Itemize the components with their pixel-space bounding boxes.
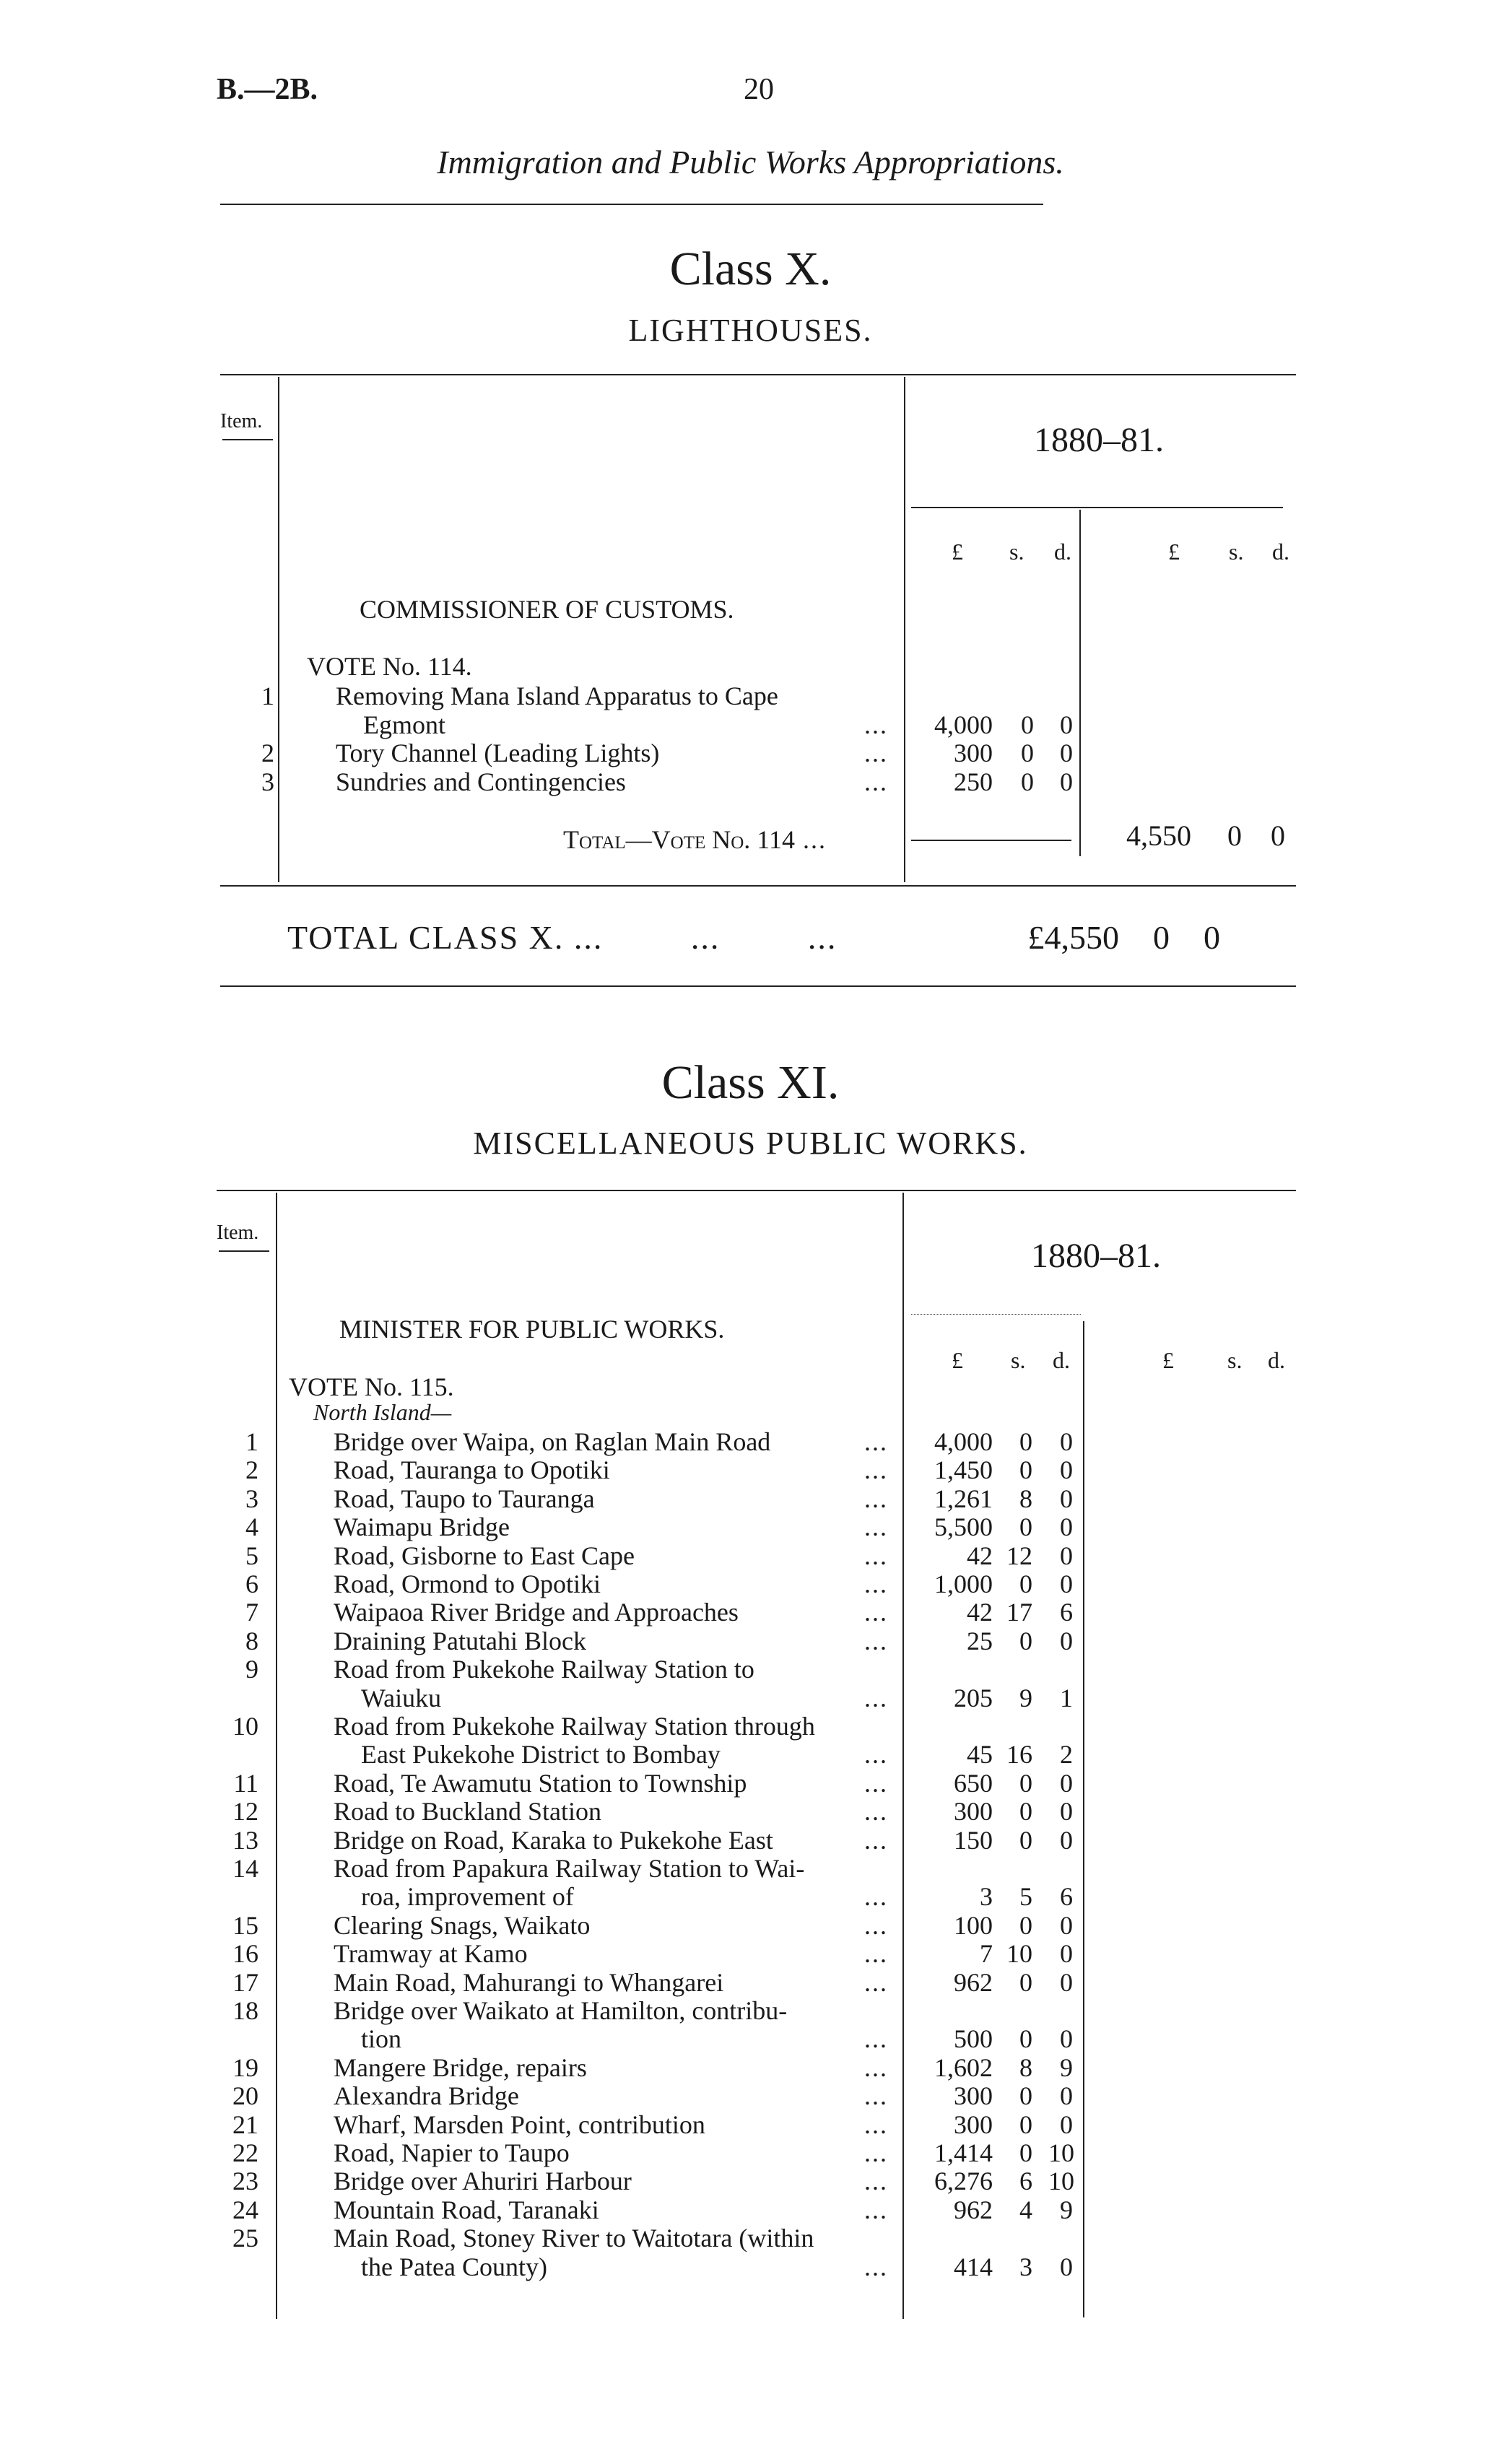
item-description-text: Road from Pukekohe Railway Station through: [334, 1712, 815, 1741]
item-number: 3: [261, 767, 274, 796]
amount-shillings: 0: [1019, 1570, 1032, 1598]
item-description: [334, 2138, 570, 2168]
item-description: [334, 1796, 601, 1827]
item-description-text: Wharf, Marsden Point, contribution: [334, 2110, 705, 2139]
column-rule: [278, 377, 279, 882]
item-description: [334, 2110, 705, 2140]
amount-pounds: 300: [954, 2081, 993, 2111]
amount-shillings: 6: [1019, 2167, 1032, 2196]
amount-pence: 0: [1060, 767, 1073, 796]
item-description: [334, 1910, 590, 1941]
amount-shillings: 12: [1006, 1541, 1032, 1570]
dot-leader: ...: [864, 1825, 888, 1855]
item-column-header: Item.: [217, 1222, 259, 1244]
amount-pence: 0: [1060, 1939, 1073, 1969]
dot-leader: ...: [864, 2024, 888, 2054]
department-heading: MINISTER FOR PUBLIC WORKS.: [339, 1315, 725, 1344]
amount-shillings: 4: [1019, 2195, 1032, 2224]
item-description: [334, 1427, 770, 1457]
item-description-text: Road from Papakura Railway Station to Wai-: [334, 1854, 805, 1883]
amount-pounds: 650: [954, 1768, 993, 1798]
item-description-text: Sundries and Contingencies: [336, 767, 626, 796]
item-description: [334, 1768, 747, 1798]
table-top-rule: [220, 374, 1296, 375]
total-vote-pence: 0: [1271, 819, 1285, 852]
item-description: [336, 767, 626, 797]
item-number: 3: [245, 1484, 258, 1513]
item-description: [336, 738, 659, 768]
column-rule: [904, 377, 905, 882]
item-description-text: Road, Taupo to Tauranga: [334, 1484, 595, 1513]
item-description-text: Clearing Snags, Waikato: [334, 1910, 591, 1940]
amount-shillings: 0: [1019, 2024, 1032, 2054]
amount-pence: 0: [1060, 1910, 1073, 1940]
amount-pounds: 4,000: [934, 710, 993, 739]
item-number: 4: [245, 1512, 258, 1542]
dot-leader: ...: [864, 710, 888, 739]
item-description-text: Main Road, Mahurangi to Whangarei: [334, 1967, 724, 1997]
item-description-text: roa, improvement of: [361, 1882, 574, 1912]
table-bottom-rule: [220, 885, 1296, 887]
amount-pence: 10: [1048, 2138, 1074, 2167]
subtotal-rule: [911, 840, 1071, 841]
amount-pence: 10: [1048, 2167, 1074, 2196]
amount-shillings: 0: [1019, 1512, 1032, 1542]
item-description-text: Waiuku: [361, 1683, 442, 1712]
amount-shillings: 8: [1019, 2052, 1032, 2082]
item-description: [334, 1569, 601, 1599]
dot-leader: ...: [864, 2081, 888, 2111]
item-number: 18: [232, 1996, 258, 2025]
dot-leader: ...: [864, 1512, 888, 1542]
vote-heading: VOTE No. 115.: [289, 1372, 454, 1401]
amount-pence: 0: [1060, 1541, 1073, 1570]
item-number: 11: [233, 1768, 258, 1798]
amount-pence: 0: [1060, 710, 1073, 739]
amount-pence: 0: [1060, 1512, 1073, 1542]
amount-pounds: 300: [954, 2110, 993, 2139]
item-description-continued: [361, 1739, 721, 1769]
class-xi-title: Class XI.: [661, 1056, 840, 1109]
item-description-text: Main Road, Stoney River to Waitotara (within: [334, 2224, 814, 2253]
amount-shillings: 0: [1019, 1967, 1032, 1997]
total-vote-shillings: 0: [1227, 819, 1242, 852]
column-rule: [276, 1193, 277, 2319]
item-number: 9: [245, 1655, 258, 1684]
amount-pence: 0: [1060, 1825, 1073, 1855]
dot-leader: ...: [864, 2110, 888, 2139]
total-vote-pounds: 4,550: [1126, 819, 1191, 852]
amount-shillings: 9: [1019, 1683, 1032, 1712]
dot-leader: ...: [864, 2252, 888, 2281]
amount-shillings: 0: [1019, 1910, 1032, 1940]
dot-leader: ...: [864, 1967, 888, 1997]
column-rule: [902, 1193, 904, 2319]
total-vote-label: Total—Vote No. 114: [563, 825, 795, 854]
item-number: 21: [232, 2110, 258, 2139]
amount-pounds: 25: [967, 1626, 993, 1655]
page-number: 20: [744, 73, 774, 106]
dot-leader: ...: [864, 1910, 888, 1940]
total-shillings-column-header: s.: [1227, 1347, 1243, 1373]
item-description-text: Bridge over Ahuriri Harbour: [334, 2167, 632, 2196]
item-description-text: Tramway at Kamo: [334, 1939, 528, 1969]
item-description: [334, 2223, 814, 2253]
pounds-column-header: £: [952, 1347, 963, 1373]
amount-shillings: 16: [1006, 1740, 1032, 1769]
total-class-pounds: £4,550: [1027, 919, 1119, 956]
item-description-text: Road, Te Awamutu Station to Township: [334, 1768, 747, 1798]
table-top-rule: [217, 1190, 1296, 1191]
amount-pence: 9: [1060, 2195, 1073, 2224]
item-description-text: Tory Channel (Leading Lights): [336, 739, 660, 767]
dot-leader: ...: [864, 1882, 888, 1912]
department-heading: COMMISSIONER OF CUSTOMS.: [360, 595, 734, 624]
amount-pence: 0: [1060, 1455, 1073, 1485]
item-description: [334, 1938, 528, 1969]
item-number: 2: [261, 739, 274, 767]
item-number: 1: [261, 682, 274, 710]
amount-shillings: 8: [1019, 1484, 1032, 1513]
item-description: [334, 1512, 510, 1542]
total-vote-row: Total—Vote No. 114 ...: [563, 825, 827, 854]
amount-pence: 0: [1060, 1484, 1073, 1513]
amount-pounds: 1,000: [934, 1570, 993, 1598]
item-description-text: Road, Ormond to Opotiki: [334, 1570, 601, 1598]
amount-pence: 6: [1060, 1598, 1073, 1627]
dot-leader: ...: [864, 2138, 888, 2167]
item-number: 2: [245, 1455, 258, 1485]
document-reference: B.—2B.: [217, 73, 318, 106]
item-description-text: Road from Pukekohe Railway Station to: [334, 1655, 754, 1684]
item-description: [334, 2081, 519, 2111]
item-description-text: Road, Tauranga to Opotiki: [334, 1455, 610, 1485]
dot-leader: ...: [864, 1570, 888, 1598]
amount-pounds: 300: [954, 1797, 993, 1827]
amount-pounds: 100: [954, 1910, 993, 1940]
dot-leader: ...: [864, 1484, 888, 1513]
dot-leader: ...: [864, 767, 888, 796]
item-header-rule: [219, 1250, 269, 1252]
item-description-continued: [361, 1881, 574, 1912]
amount-pence: 0: [1060, 2252, 1073, 2281]
item-description-text: Waimapu Bridge: [334, 1512, 510, 1542]
amount-shillings: 0: [1019, 2138, 1032, 2167]
region-heading: North Island—: [313, 1399, 452, 1425]
item-number: 20: [232, 2081, 258, 2111]
item-number: 7: [245, 1598, 258, 1627]
amount-pounds: 6,276: [934, 2167, 993, 2196]
item-description: [334, 2195, 599, 2225]
item-description-text: Road to Buckland Station: [334, 1797, 601, 1827]
column-rule: [1079, 510, 1081, 856]
dot-leader: ...: [864, 2052, 888, 2082]
item-number: 19: [232, 2052, 258, 2082]
item-description: [334, 1711, 815, 1741]
item-description: [334, 1455, 610, 1485]
amount-pounds: 250: [954, 767, 993, 796]
amount-pounds: 45: [967, 1740, 993, 1769]
amount-shillings: 0: [1021, 767, 1034, 796]
amount-pence: 0: [1060, 1570, 1073, 1598]
item-description-text: Bridge over Waikato at Hamilton, contribu-: [334, 1996, 788, 2025]
item-number: 17: [232, 1967, 258, 1997]
item-description-text: East Pukekohe District to Bombay: [361, 1740, 721, 1769]
amount-pounds: 1,450: [934, 1455, 993, 1485]
year-rule: [911, 507, 1283, 508]
amount-pence: 0: [1060, 1797, 1073, 1827]
amount-pence: 0: [1060, 2110, 1073, 2139]
item-description: [334, 1626, 586, 1656]
class-x-section-title: LIGHTHOUSES.: [628, 313, 873, 348]
item-description-text: Bridge on Road, Karaka to Pukekohe East: [334, 1825, 773, 1855]
item-description-text: the Patea County): [361, 2252, 547, 2281]
amount-pounds: 1,261: [934, 1484, 993, 1513]
dot-leader: ...: [864, 739, 888, 767]
item-description-text: Mangere Bridge, repairs: [334, 2052, 587, 2082]
total-pence-column-header: d.: [1268, 1347, 1285, 1373]
shillings-column-header: s.: [1009, 539, 1024, 565]
item-description: [334, 1967, 723, 1998]
item-number: 16: [232, 1939, 258, 1969]
total-class-shillings: 0: [1153, 919, 1170, 956]
amount-pounds: 500: [954, 2024, 993, 2054]
pounds-column-header: £: [952, 539, 963, 565]
dot-leader: ...: [864, 1427, 888, 1456]
item-number: 25: [232, 2224, 258, 2253]
dot-leader: ...: [864, 1598, 888, 1627]
class-x-title: Class X.: [669, 243, 832, 295]
amount-shillings: 0: [1019, 1455, 1032, 1485]
total-shillings-column-header: s.: [1229, 539, 1244, 565]
amount-pence: 0: [1060, 739, 1073, 767]
amount-pounds: 962: [954, 1967, 993, 1997]
item-number: 1: [245, 1427, 258, 1456]
dot-leader: ...: [864, 1768, 888, 1798]
amount-pounds: 4,000: [934, 1427, 993, 1456]
amount-pence: 9: [1060, 2052, 1073, 2082]
total-class-label: TOTAL CLASS X.: [287, 919, 565, 956]
item-description-continued: [361, 1683, 441, 1713]
amount-shillings: 0: [1019, 2110, 1032, 2139]
column-rule: [1083, 1321, 1084, 2317]
item-description: [334, 1654, 754, 1684]
item-description-text: Removing Mana Island Apparatus to Cape: [336, 682, 778, 710]
item-description-text: Alexandra Bridge: [334, 2081, 519, 2111]
vote-heading: VOTE No. 114.: [307, 652, 472, 681]
amount-pounds: 7: [980, 1939, 993, 1969]
dot-leader: ...: [864, 2195, 888, 2224]
total-pounds-column-header: £: [1168, 539, 1180, 565]
amount-pence: 0: [1060, 1768, 1073, 1798]
item-number: 6: [245, 1570, 258, 1598]
total-class-row: TOTAL CLASS X. ... ... ...: [287, 919, 837, 956]
amount-pounds: 414: [954, 2252, 993, 2281]
amount-shillings: 10: [1006, 1939, 1032, 1969]
item-number: 8: [245, 1626, 258, 1655]
item-number: 24: [232, 2195, 258, 2224]
amount-shillings: 17: [1006, 1598, 1032, 1627]
item-number: 5: [245, 1541, 258, 1570]
item-description: [334, 1825, 773, 1855]
amount-pence: 0: [1060, 2024, 1073, 2054]
item-number: 15: [232, 1910, 258, 1940]
amount-pence: 0: [1060, 2081, 1073, 2111]
pence-column-header: d.: [1053, 1347, 1070, 1373]
year-header: 1880–81.: [1034, 421, 1164, 459]
amount-pence: 0: [1060, 1427, 1073, 1456]
item-description-text: Mountain Road, Taranaki: [334, 2195, 599, 2224]
amount-shillings: 0: [1019, 1768, 1032, 1798]
dot-leader: ...: [864, 1740, 888, 1769]
amount-pounds: 205: [954, 1683, 993, 1712]
item-description: [334, 1853, 804, 1884]
amount-shillings: 0: [1019, 1825, 1032, 1855]
item-number: 13: [232, 1825, 258, 1855]
item-description-text: Waipaoa River Bridge and Approaches: [334, 1598, 739, 1627]
item-description-text: Road, Napier to Taupo: [334, 2138, 570, 2167]
item-number: 12: [232, 1797, 258, 1827]
amount-pounds: 3: [980, 1882, 993, 1912]
item-header-rule: [222, 439, 273, 440]
total-pounds-column-header: £: [1162, 1347, 1174, 1373]
total-pence-column-header: d.: [1272, 539, 1289, 565]
amount-shillings: 0: [1019, 2081, 1032, 2111]
year-header: 1880–81.: [1031, 1237, 1161, 1275]
divider: [220, 204, 1043, 205]
class-x-end-rule: [220, 985, 1296, 987]
item-description-text: Road, Gisborne to East Cape: [334, 1541, 635, 1570]
page-subtitle: Immigration and Public Works Appropriations.: [437, 144, 1064, 180]
item-number: 10: [232, 1712, 258, 1741]
dot-leader: ...: [864, 1939, 888, 1969]
amount-pence: 0: [1060, 1626, 1073, 1655]
class-xi-section-title: MISCELLANEOUS PUBLIC WORKS.: [473, 1126, 1028, 1161]
item-description: [334, 1541, 635, 1571]
amount-pounds: 962: [954, 2195, 993, 2224]
item-description: [334, 1484, 595, 1514]
dot-leader: ...: [864, 1626, 888, 1655]
amount-pounds: 42: [967, 1541, 993, 1570]
item-description-text: Egmont: [363, 710, 445, 739]
item-description-continued: [361, 2024, 401, 2054]
amount-shillings: 5: [1019, 1882, 1032, 1912]
item-description: [334, 2166, 632, 2196]
dot-leader: ...: [864, 1797, 888, 1827]
dot-leader: ...: [864, 1541, 888, 1570]
item-number: 23: [232, 2167, 258, 2196]
amount-pounds: 1,414: [934, 2138, 993, 2167]
dot-leader: ...: [864, 2167, 888, 2196]
item-description-text: tion: [361, 2024, 402, 2054]
item-column-header: Item.: [220, 410, 263, 432]
total-class-pence: 0: [1204, 919, 1220, 956]
item-description-continued: [363, 710, 445, 740]
item-number: 14: [232, 1854, 258, 1883]
amount-shillings: 0: [1019, 1427, 1032, 1456]
item-number: 22: [232, 2138, 258, 2167]
year-rule: [911, 1314, 1081, 1315]
pence-column-header: d.: [1054, 539, 1071, 565]
dot-leader: ...: [864, 1683, 888, 1712]
amount-shillings: 0: [1019, 1626, 1032, 1655]
amount-pence: 1: [1060, 1683, 1073, 1712]
dot-leader: ...: [864, 1455, 888, 1485]
amount-pounds: 150: [954, 1825, 993, 1855]
item-description: [334, 1597, 739, 1627]
amount-shillings: 3: [1019, 2252, 1032, 2281]
amount-shillings: 0: [1021, 739, 1034, 767]
item-description: [334, 2052, 587, 2083]
item-description-text: Draining Patutahi Block: [334, 1626, 586, 1655]
amount-pence: 2: [1060, 1740, 1073, 1769]
amount-pence: 6: [1060, 1882, 1073, 1912]
item-description-continued: [361, 2252, 547, 2282]
amount-pounds: 5,500: [934, 1512, 993, 1542]
shillings-column-header: s.: [1011, 1347, 1026, 1373]
amount-shillings: 0: [1021, 710, 1034, 739]
item-description-text: Bridge over Waipa, on Raglan Main Road: [334, 1427, 771, 1456]
amount-pounds: 42: [967, 1598, 993, 1627]
amount-pounds: 1,602: [934, 2052, 993, 2082]
amount-shillings: 0: [1019, 1797, 1032, 1827]
item-description: [334, 1995, 787, 2026]
item-description: [336, 681, 778, 711]
amount-pence: 0: [1060, 1967, 1073, 1997]
amount-pounds: 300: [954, 739, 993, 767]
